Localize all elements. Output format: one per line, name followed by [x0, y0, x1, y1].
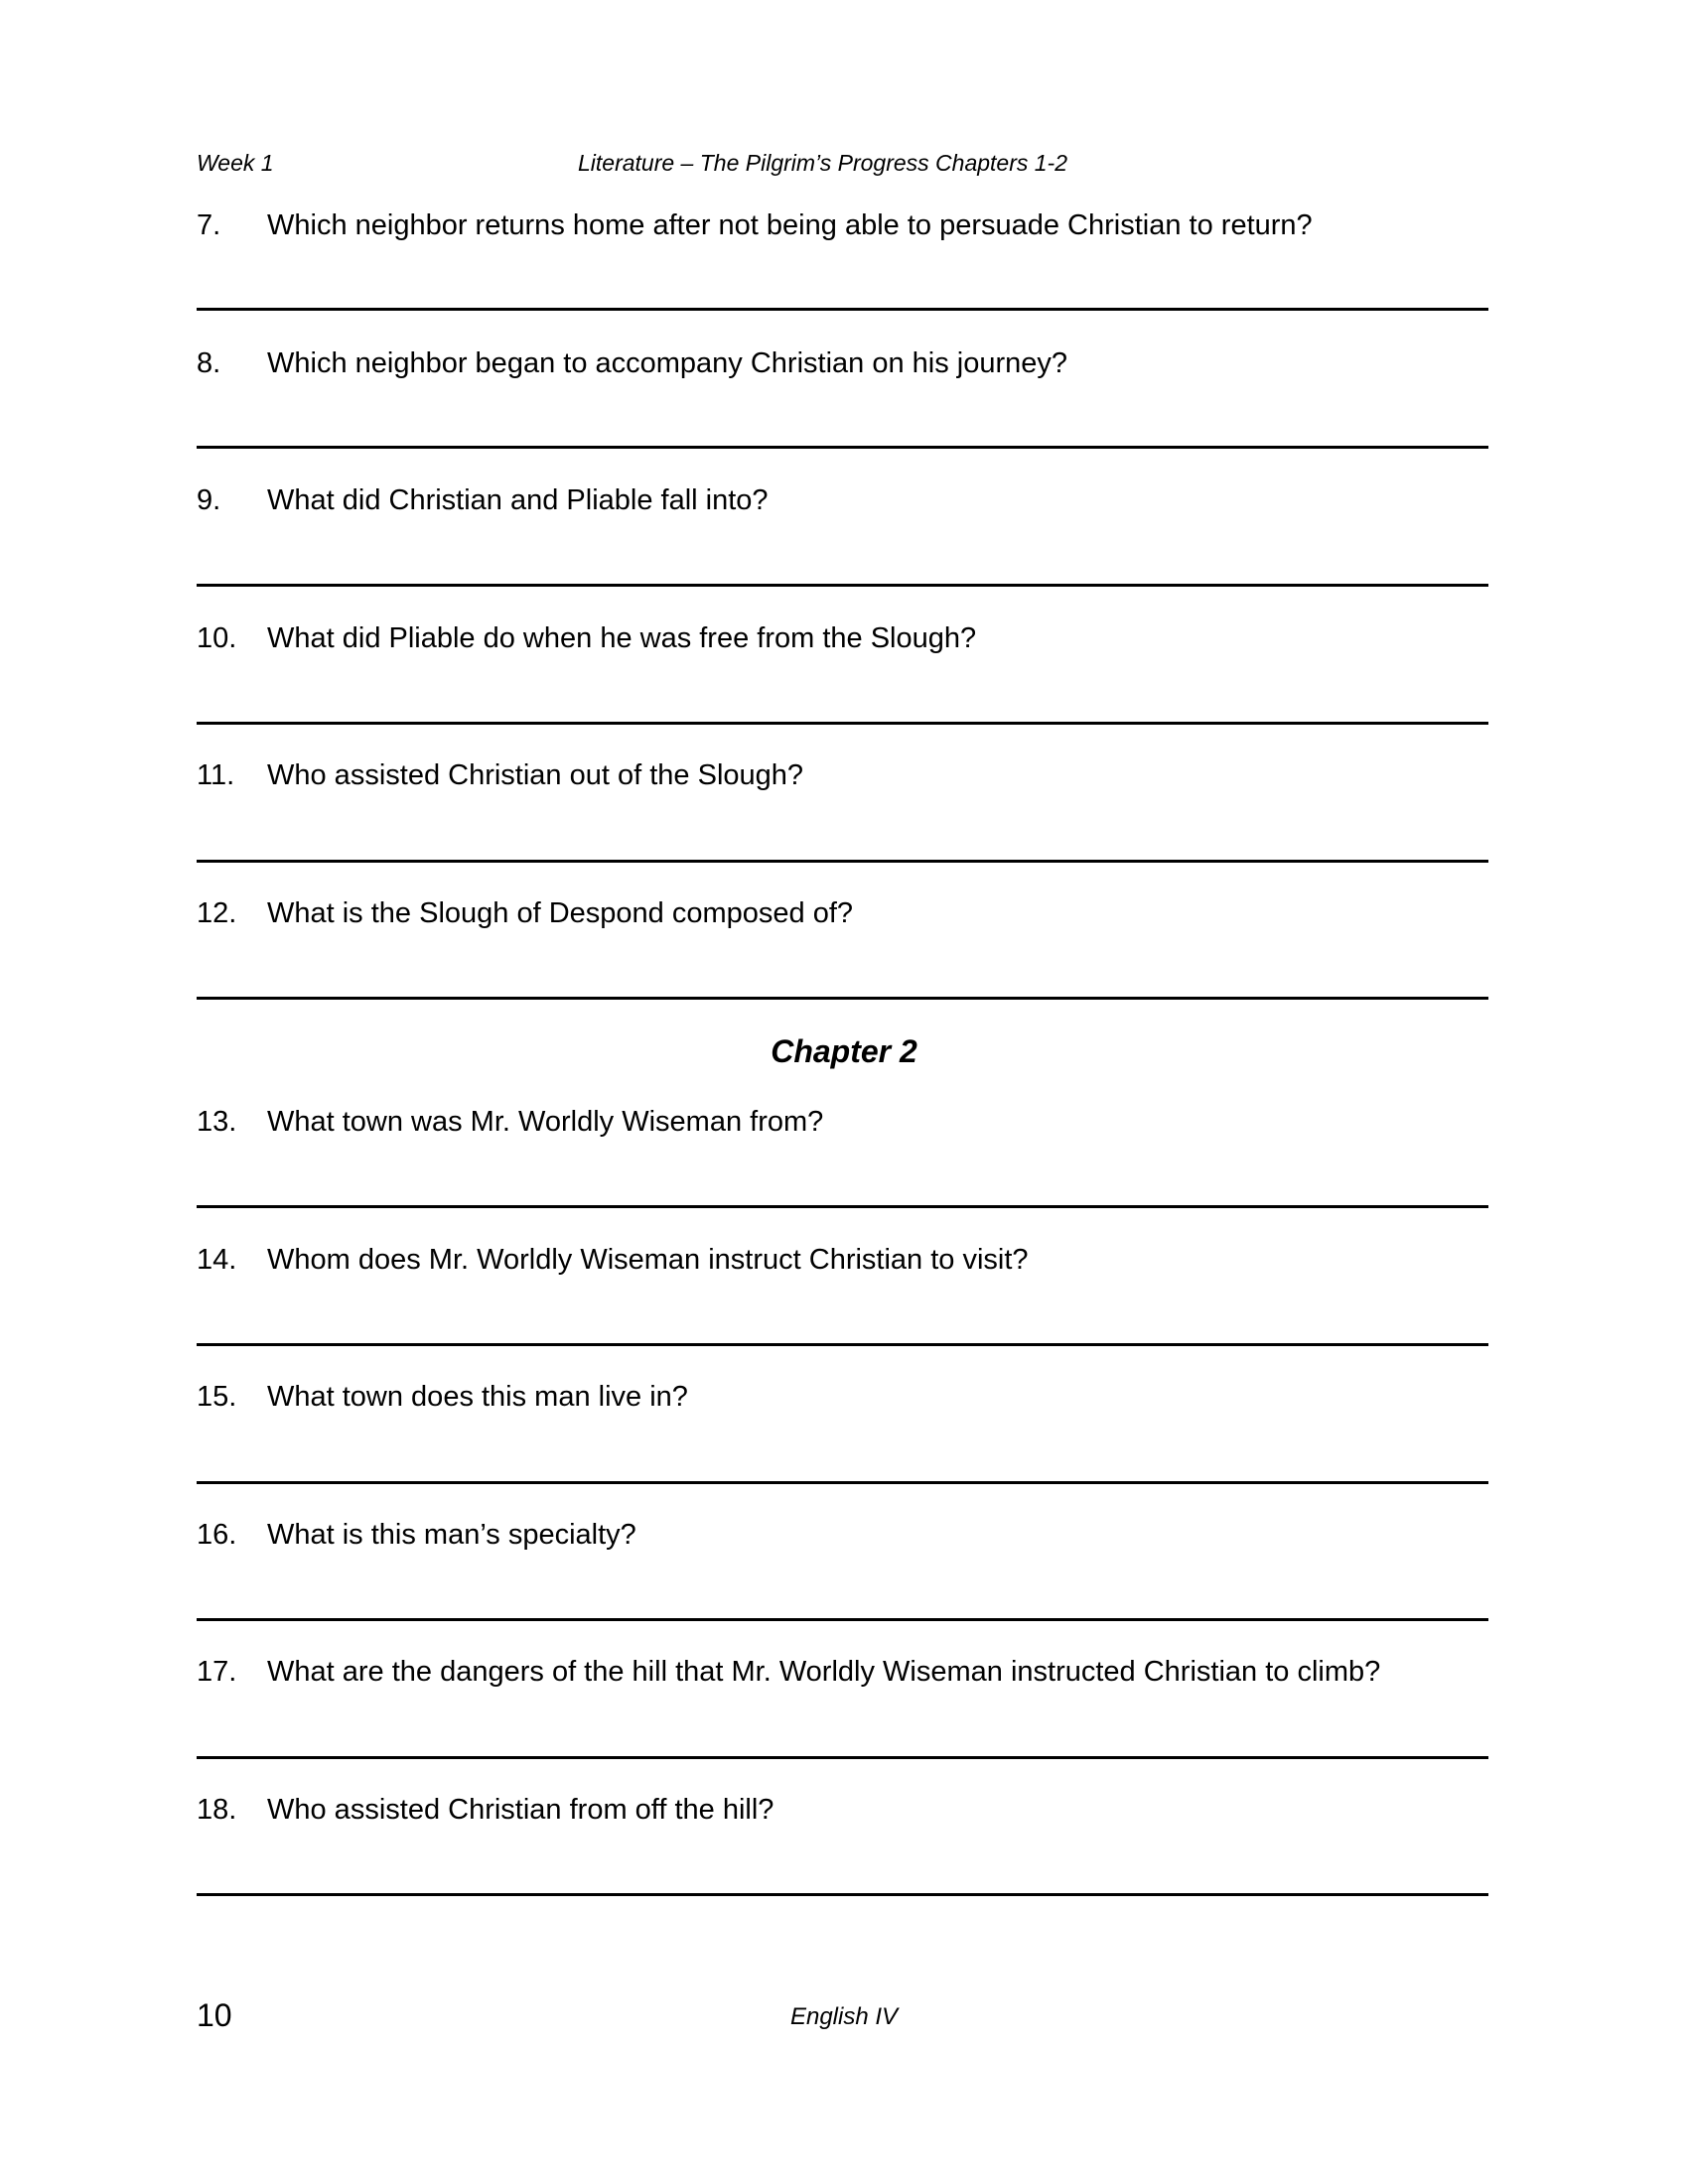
answer-line-12[interactable] — [197, 997, 1488, 1000]
header-title: Literature – The Pilgrim’s Progress Chapters 1-2 — [578, 150, 1068, 176]
footer-course: English IV — [789, 2003, 899, 2030]
question-text: What is this man’s specialty? — [267, 1519, 636, 1551]
question-text: Who assisted Christian out of the Slough? — [267, 759, 804, 791]
question-7 — [197, 208, 1487, 268]
question-9 — [197, 483, 1487, 543]
question-11 — [197, 758, 1487, 818]
answer-line-8[interactable] — [197, 446, 1488, 449]
question-14 — [197, 1243, 1487, 1302]
question-number: 9. — [197, 484, 221, 516]
question-text: Who assisted Christian from off the hill? — [267, 1794, 774, 1826]
question-number: 8. — [197, 347, 221, 379]
answer-line-9[interactable] — [197, 584, 1488, 587]
header-week: Week 1 — [197, 150, 274, 176]
question-number: 13. — [197, 1106, 237, 1138]
question-number: 17. — [197, 1656, 237, 1688]
question-text: What town was Mr. Worldly Wiseman from? — [267, 1106, 824, 1138]
question-number: 11. — [197, 759, 235, 791]
answer-line-10[interactable] — [197, 722, 1488, 725]
question-text: Whom does Mr. Worldly Wiseman instruct Christian to visit? — [267, 1244, 1029, 1276]
question-text: What town does this man live in? — [267, 1381, 688, 1413]
answer-line-7[interactable] — [197, 308, 1488, 311]
answer-line-13[interactable] — [197, 1205, 1488, 1208]
question-number: 12. — [197, 897, 237, 929]
question-text: Which neighbor returns home after not being able to persuade Christian to return? — [267, 209, 1313, 241]
question-15 — [197, 1380, 1487, 1439]
question-12 — [197, 896, 1487, 956]
question-text: Which neighbor began to accompany Christian on his journey? — [267, 347, 1068, 379]
question-number: 14. — [197, 1244, 237, 1276]
page-number: 10 — [197, 1997, 232, 2033]
question-18 — [197, 1793, 1487, 1852]
answer-line-17[interactable] — [197, 1756, 1488, 1759]
answer-line-11[interactable] — [197, 860, 1488, 863]
chapter-heading: Chapter 2 — [771, 1033, 917, 1069]
question-text: What are the dangers of the hill that Mr. Worldly Wiseman instructed Christian to climb? — [267, 1656, 1381, 1688]
answer-line-18[interactable] — [197, 1893, 1488, 1896]
question-8 — [197, 346, 1487, 406]
question-10 — [197, 621, 1487, 681]
question-text: What is the Slough of Despond composed of? — [267, 897, 854, 929]
question-number: 16. — [197, 1519, 237, 1551]
question-17 — [197, 1655, 1487, 1714]
question-text: What did Pliable do when he was free from the Slough? — [267, 622, 977, 654]
question-number: 15. — [197, 1381, 237, 1413]
question-16 — [197, 1518, 1487, 1577]
question-number: 7. — [197, 209, 221, 241]
question-number: 18. — [197, 1794, 237, 1826]
question-number: 10. — [197, 622, 237, 654]
answer-line-14[interactable] — [197, 1343, 1488, 1346]
question-13 — [197, 1105, 1487, 1164]
question-text: What did Christian and Pliable fall into? — [267, 484, 769, 516]
answer-line-16[interactable] — [197, 1618, 1488, 1621]
answer-line-15[interactable] — [197, 1481, 1488, 1484]
